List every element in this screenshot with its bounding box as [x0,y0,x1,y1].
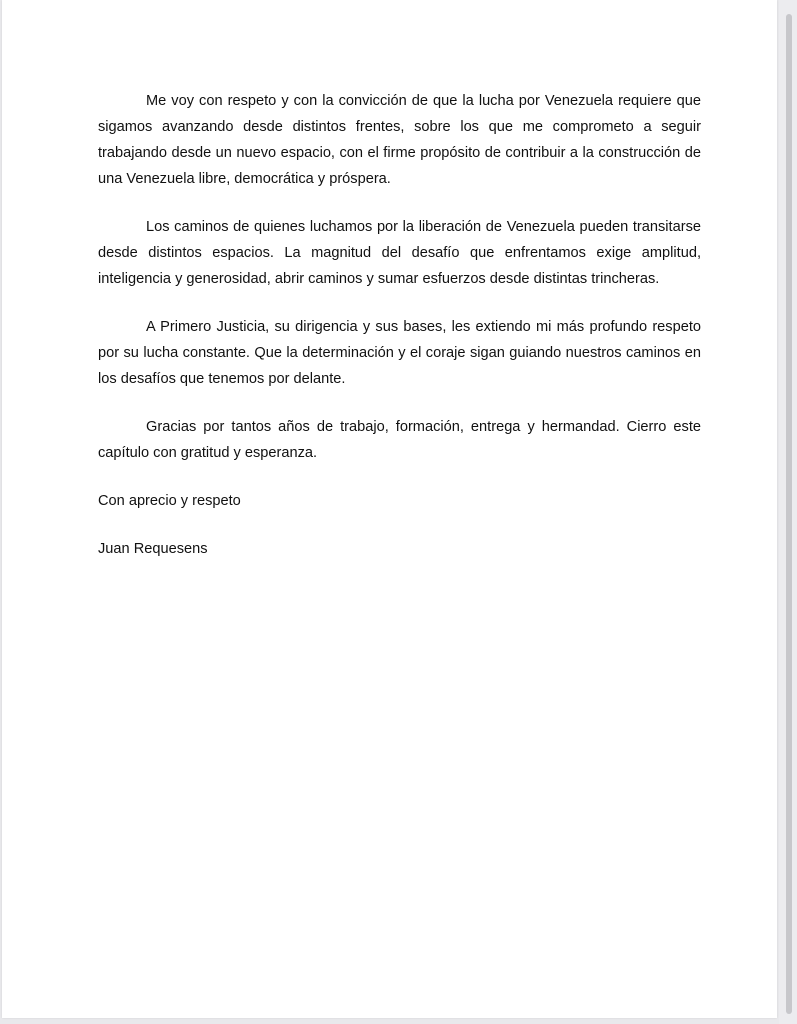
document-page [2,0,777,1018]
paragraph-3: A Primero Justicia, su dirigencia y sus bases, les extiendo mi más profundo respeto por su lucha constante. Que la determinación y el coraje sigan guiando nuestros caminos en los desafíos que tenemos por delante. [98,319,701,387]
paragraph-1: Me voy con respeto y con la convicción de que la lucha por Venezuela requiere que sigamos avanzando desde distintos frentes, sobre los que me comprometo a seguir trabajando desde un nuevo espacio, con el firme propósito de contribuir a la construcción de una Venezuela libre, democrática y próspera. [98,93,701,187]
signature-name: Juan Requesens [98,541,208,557]
vertical-scrollbar[interactable] [779,0,797,1024]
paragraph-4: Gracias por tantos años de trabajo, formación, entrega y hermandad. Cierro este capítulo con gratitud y esperanza. [98,419,701,461]
letter-body [98,88,701,584]
paragraph-2: Los caminos de quienes luchamos por la liberación de Venezuela pueden transitarse desde distintos espacios. La magnitud del desafío que enfrentamos exige amplitud, inteligencia y generosidad, abrir caminos y sumar esfuerzos desde distintas trincheras. [98,219,701,287]
scrollbar-thumb[interactable] [786,14,792,1014]
closing-line: Con aprecio y respeto [98,493,241,509]
